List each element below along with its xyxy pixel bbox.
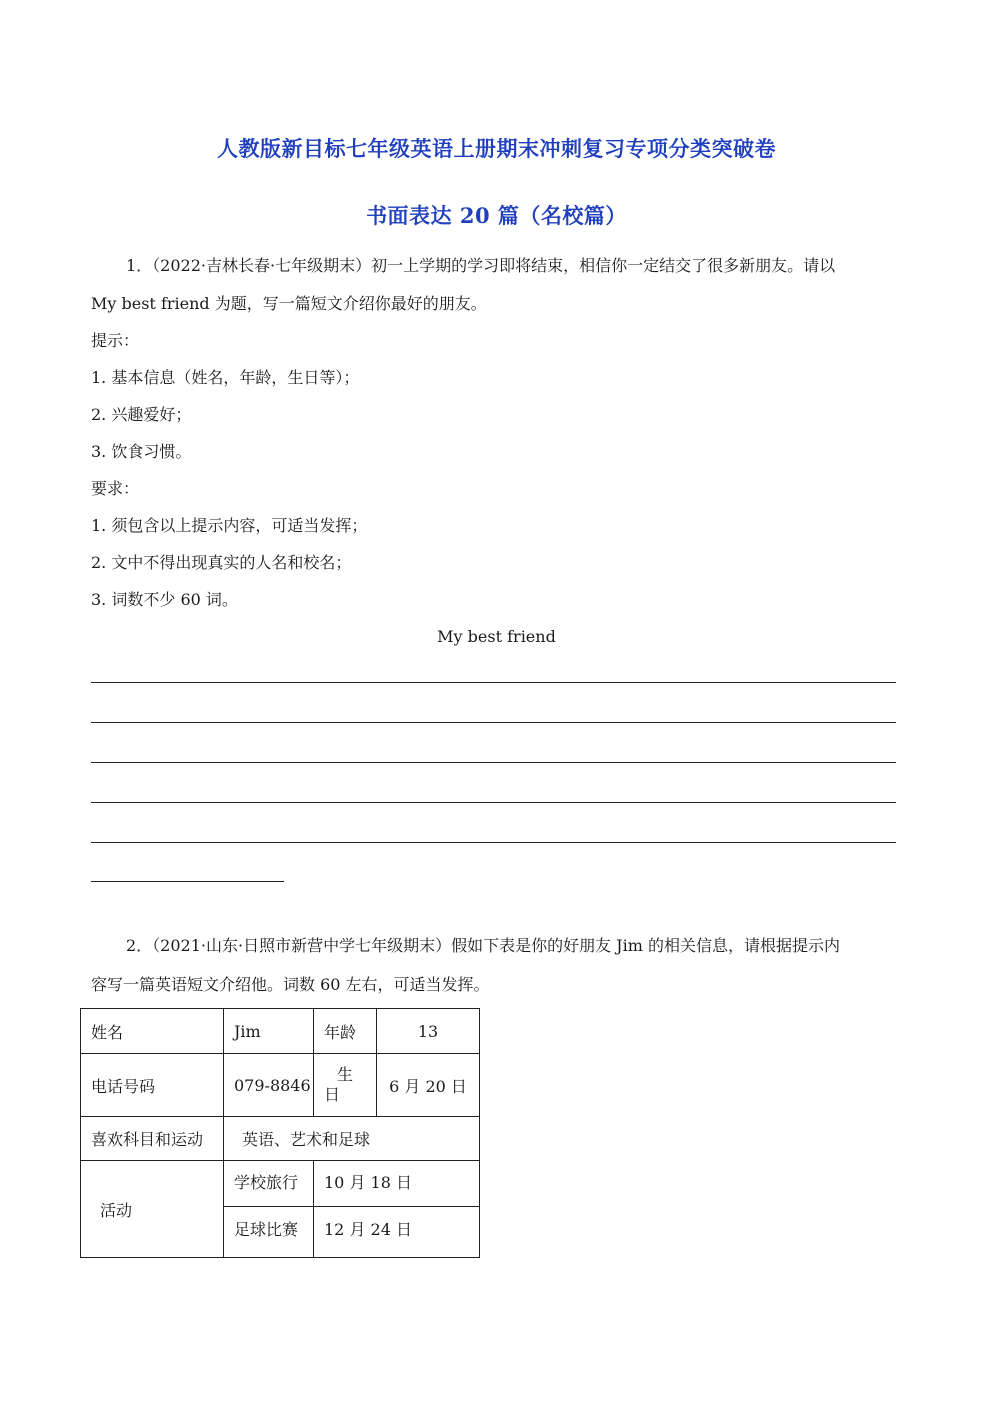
phone-value-cell: 079-8846 bbox=[224, 1054, 314, 1117]
activity1-label-cell: 学校旅行 bbox=[224, 1161, 314, 1207]
activity2-label-cell: 足球比赛 bbox=[224, 1207, 314, 1258]
page-subtitle: 书面表达 20 篇（名校篇） bbox=[366, 203, 627, 228]
table-row bbox=[81, 1161, 480, 1207]
q1-hint-item: 3. 饮食习惯。 bbox=[91, 442, 192, 461]
info-table bbox=[80, 1008, 480, 1258]
birthday-label-bottom: 日 bbox=[324, 1085, 341, 1104]
birthday-label-cell bbox=[314, 1054, 377, 1117]
phone-label-cell: 电话号码 bbox=[81, 1054, 224, 1117]
activity2-date-cell: 12 月 24 日 bbox=[314, 1207, 480, 1258]
age-value-cell: 13 bbox=[377, 1009, 480, 1054]
q1-prompt-line1: 1．（2022·吉林长春·七年级期末）初一上学期的学习即将结束，相信你一定结交了很多新朋友。请以 bbox=[126, 256, 836, 275]
hobby-label-cell: 喜欢科目和运动 bbox=[81, 1117, 224, 1161]
answer-line-short bbox=[91, 881, 284, 882]
hobby-value-cell: 英语、艺术和足球 bbox=[224, 1117, 480, 1161]
page-title: 人教版新目标七年级英语上册期末冲刺复习专项分类突破卷 bbox=[217, 136, 776, 161]
birthday-value-cell: 6 月 20 日 bbox=[377, 1054, 480, 1117]
answer-line bbox=[91, 682, 896, 683]
answer-line bbox=[91, 722, 896, 723]
q1-hint-label: 提示： bbox=[91, 331, 140, 350]
activity-label-cell: 活动 bbox=[81, 1161, 224, 1258]
q2-prompt-line1: 2．（2021·山东·日照市新营中学七年级期末）假如下表是你的好朋友 Jim 的相关信息，请根据提示内 bbox=[126, 936, 840, 955]
q1-requirement-item: 3. 词数不少 60 词。 bbox=[91, 590, 238, 609]
q2-prompt-line2: 容写一篇英语短文介绍他。词数 60 左右，可适当发挥。 bbox=[91, 975, 490, 994]
q1-requirements-label: 要求： bbox=[91, 479, 140, 498]
age-label-cell: 年龄 bbox=[314, 1009, 377, 1054]
answer-line bbox=[91, 762, 896, 763]
q1-prompt-line2: My best friend 为题，写一篇短文介绍你最好的朋友。 bbox=[91, 294, 487, 313]
answer-line bbox=[91, 842, 896, 843]
activity1-date-cell: 10 月 18 日 bbox=[314, 1161, 480, 1207]
table-row bbox=[81, 1009, 480, 1054]
q1-hint-item: 1. 基本信息（姓名，年龄，生日等）； bbox=[91, 368, 360, 387]
answer-line bbox=[91, 802, 896, 803]
name-label-cell: 姓名 bbox=[81, 1009, 224, 1054]
birthday-label-top: 生 bbox=[336, 1065, 353, 1084]
q1-essay-title: My best friend bbox=[437, 627, 556, 646]
name-value-cell: Jim bbox=[224, 1009, 314, 1054]
q1-requirement-item: 1. 须包含以上提示内容，可适当发挥； bbox=[91, 516, 368, 535]
table-row bbox=[81, 1117, 480, 1161]
q1-requirement-item: 2. 文中不得出现真实的人名和校名； bbox=[91, 553, 352, 572]
q1-hint-item: 2. 兴趣爱好； bbox=[91, 405, 192, 424]
table-row bbox=[81, 1054, 480, 1117]
